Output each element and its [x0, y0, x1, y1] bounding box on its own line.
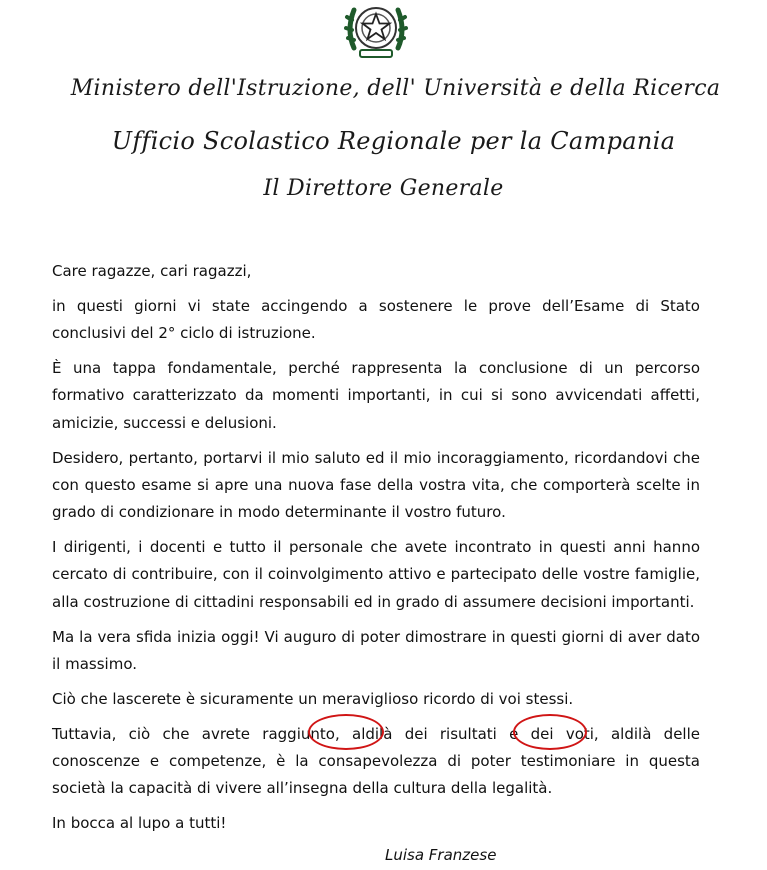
ministry-heading: Ministero dell'Istruzione, dell' Università e della Ricerca — [70, 76, 721, 101]
paragraph: Ciò che lascerete è sicuramente un meraviglioso ricordo di voi stessi. — [52, 689, 574, 708]
regional-office-heading: Ufficio Scolastico Regionale per la Campania — [111, 127, 676, 155]
annotation-circle — [308, 714, 384, 750]
annotation-circle — [513, 714, 587, 750]
letter-body — [52, 258, 700, 845]
closing-line: In bocca al lupo a tutti! — [52, 814, 227, 833]
paragraph: Desidero, pertanto, portarvi il mio saluto ed il mio incoraggiamento, ricordandovi che con questo esame si apre una nuova fase della vostra vita, che comporterà scelte in grado di condizionare in modo determinante il vostro futuro. — [52, 448, 700, 522]
signature: Luisa Franzese — [385, 846, 497, 864]
director-heading: Il Direttore Generale — [263, 176, 504, 201]
paragraph: in questi giorni vi state accingendo a sostenere le prove dell’Esame di Stato conclusivi del 2° ciclo di istruzione. — [52, 296, 700, 343]
paragraph: Tuttavia, ciò che avrete raggiunto, aldilà dei risultati e dei voti, aldilà delle conoscenze e competenze, è la consapevolezza di poter testimoniare in questa società la capacità di vivere all’insegna della cultura della legalità. — [52, 724, 700, 798]
italian-republic-emblem-icon — [340, 0, 412, 60]
paragraph: Ma la vera sfida inizia oggi! Vi auguro di poter dimostrare in questi giorni di aver dato il massimo. — [52, 627, 700, 673]
paragraph: I dirigenti, i docenti e tutto il personale che avete incontrato in questi anni hanno cercato di contribuire, con il coinvolgimento attivo e partecipato delle vostre famiglie, alla costruzione di cittadini responsabili ed in grado di assumere decisioni importanti. — [52, 538, 700, 611]
greeting: Care ragazze, cari ragazzi, — [52, 262, 252, 280]
paragraph: È una tappa fondamentale, perché rappresenta la conclusione di un percorso formativo caratterizzato da momenti importanti, in cui si sono avvicendati affetti, amicizie, successi e delusioni. — [52, 359, 700, 432]
